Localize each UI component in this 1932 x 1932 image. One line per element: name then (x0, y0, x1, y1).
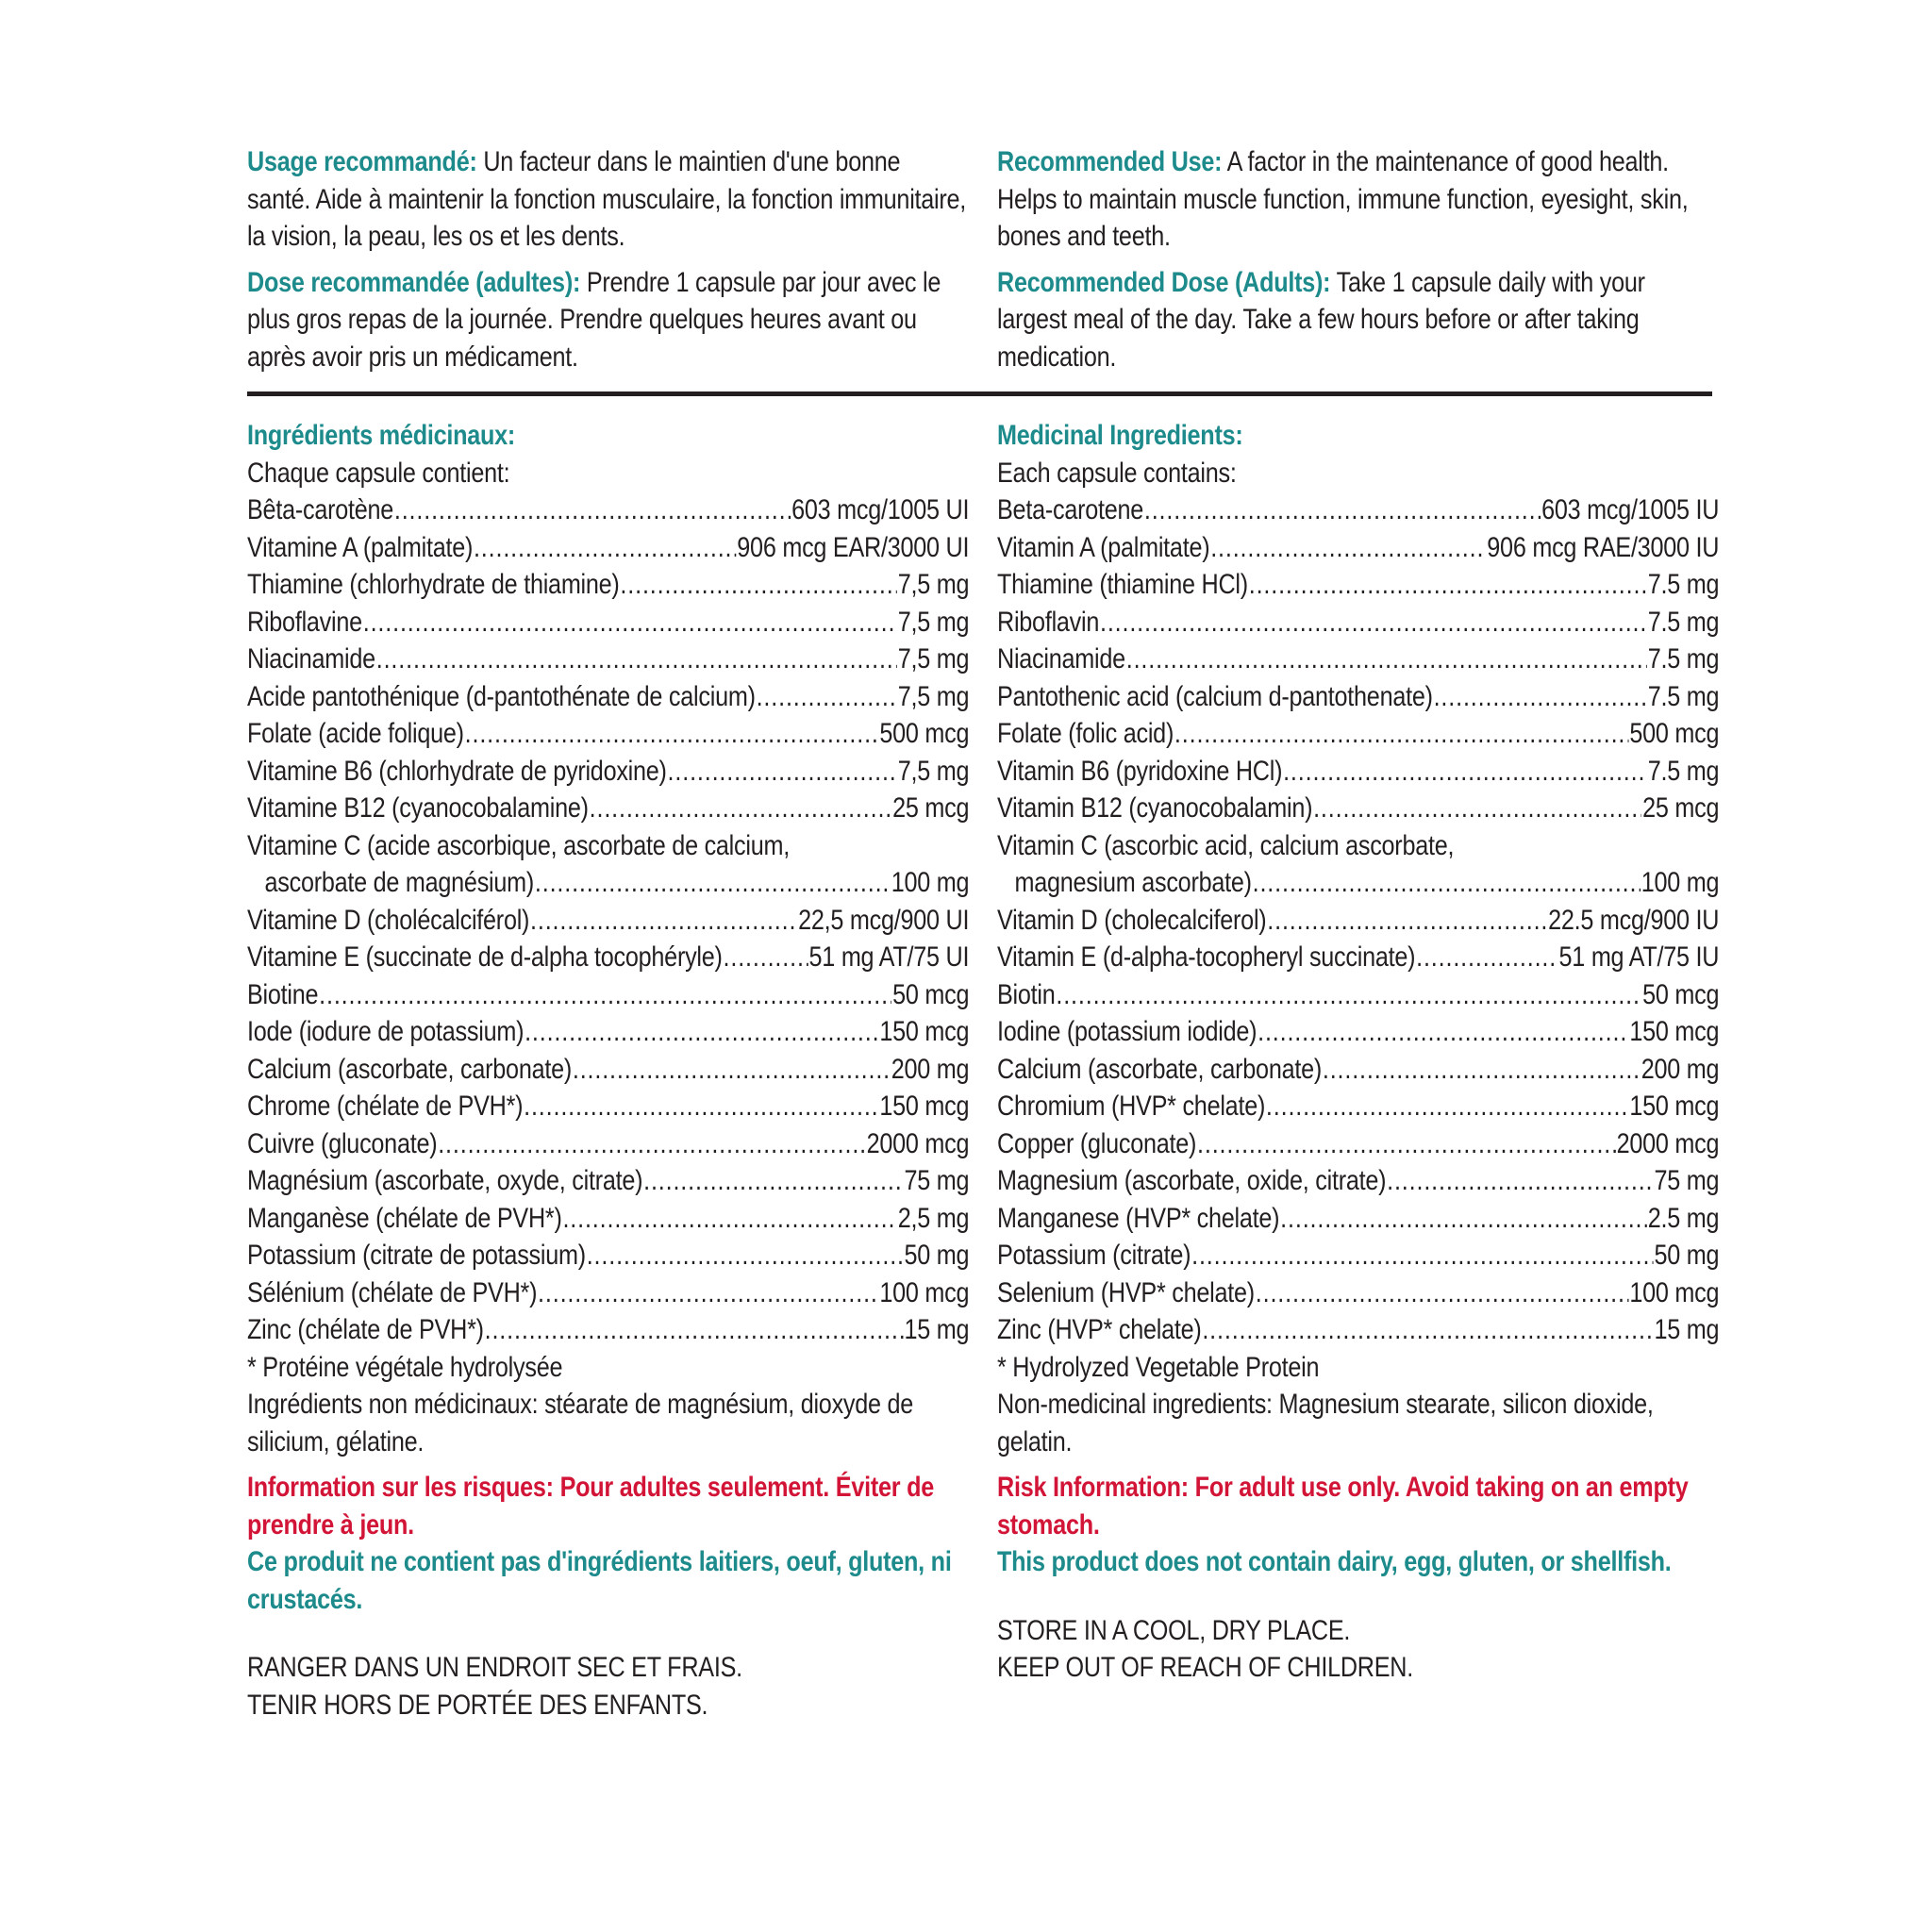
ingredient-amount: 15 mg (904, 1314, 970, 1345)
ingredient-row (247, 604, 969, 641)
en-storage: STORE IN A COOL, DRY PLACE. (997, 1614, 1351, 1646)
ingredient-row (997, 566, 1719, 604)
en-dose-text: Take 1 capsule daily with your largest meal of the day. Take a few hours before or after taking medication. (997, 266, 1645, 373)
ingredient-name: Zinc (HVP* chelate) (997, 1314, 1202, 1345)
ingredient-amount: 150 mcg (1629, 1091, 1720, 1122)
fr-recommended-dose (247, 264, 969, 376)
ingredient-amount: 50 mg (904, 1240, 970, 1271)
en-keep-out-of-reach: KEEP OUT OF REACH OF CHILDREN. (997, 1652, 1413, 1683)
ingredient-row (997, 753, 1719, 791)
leader-dots (1210, 529, 1486, 567)
ingredient-row (247, 1311, 969, 1349)
ingredient-amount: 200 mg (891, 1053, 970, 1085)
ingredient-name: Magnésium (ascorbate, oxyde, citrate) (247, 1165, 643, 1196)
leader-dots (1197, 1125, 1616, 1163)
leader-dots (1100, 604, 1647, 641)
ingredient-row (247, 678, 969, 716)
leader-dots (724, 939, 808, 976)
ingredient-name: Zinc (chélate de PVH*) (247, 1314, 484, 1345)
ingredient-name: magnesium ascorbate) (1014, 867, 1252, 898)
leader-dots (1202, 1311, 1653, 1349)
ingredient-amount: 150 mcg (879, 1091, 970, 1122)
ingredient-amount: 500 mcg (1629, 718, 1720, 749)
ingredient-name: Vitamine E (succinate de d-alpha tocophéryle) (247, 941, 723, 973)
ingredient-amount: 100 mg (891, 867, 970, 898)
ingredient-name: Potassium (citrate de potassium) (247, 1240, 586, 1271)
ingredient-amount: 25 mcg (892, 792, 970, 824)
ingredient-name: Bêta-carotène (247, 494, 394, 525)
ingredient-row (247, 1013, 969, 1051)
ingredient-amount: 50 mcg (1642, 978, 1720, 1010)
fr-footnote: * Protéine végétale hydrolysée (247, 1351, 563, 1383)
fr-allergen-statement: Ce produit ne contient pas d'ingrédients laitiers, oeuf, gluten, ni crustacés. (247, 1546, 952, 1615)
ingredient-amount: 603 mcg/1005 IU (1541, 494, 1720, 525)
ingredient-row (247, 1237, 969, 1274)
en-vitc-line1: Vitamin C (ascorbic acid, calcium ascorbate, (997, 829, 1455, 861)
en-usage-text: A factor in the maintenance of good health. Helps to maintain muscle function, immune function, eyesight, skin, bones and teeth. (997, 146, 1689, 252)
ingredient-amount: 200 mg (1641, 1053, 1720, 1085)
ingredient-amount: 150 mcg (1629, 1016, 1720, 1047)
ingredient-row (247, 1051, 969, 1089)
fr-each-capsule: Chaque capsule contient: (247, 457, 510, 489)
ingredient-row (247, 939, 969, 976)
ingredient-amount: 7,5 mg (897, 606, 970, 638)
ingredient-name: Vitamin D (cholecalciferol) (997, 904, 1267, 936)
section-divider (247, 391, 1712, 396)
en-non-medicinal: Non-medicinal ingredients: Magnesium stearate, silicon dioxide, gelatin. (997, 1389, 1654, 1457)
ingredient-row (247, 1088, 969, 1125)
ingredient-row (997, 790, 1719, 827)
ingredient-name: Thiamine (chlorhydrate de thiamine) (247, 569, 620, 600)
leader-dots (465, 715, 879, 753)
ingredient-name: ascorbate de magnésium) (264, 867, 535, 898)
ingredient-row (247, 566, 969, 604)
en-recommended-use (997, 143, 1719, 256)
ingredient-name: Selenium (HVP* chelate) (997, 1276, 1255, 1308)
ingredient-name: Cuivre (gluconate) (247, 1127, 438, 1159)
ingredient-amount: 2000 mcg (866, 1127, 970, 1159)
ingredient-row (997, 976, 1719, 1014)
ingredient-name: Vitamine B12 (cyanocobalamine) (247, 792, 589, 824)
ingredient-name: Manganese (HVP* chelate) (997, 1202, 1280, 1234)
ingredient-row (997, 1311, 1719, 1349)
ingredient-amount: 15 mg (1654, 1314, 1720, 1345)
leader-dots (474, 529, 736, 567)
english-directions (997, 143, 1719, 375)
leader-dots (1257, 1013, 1628, 1051)
leader-dots (562, 1200, 896, 1238)
ingredient-amount: 51 mg AT/75 IU (1558, 941, 1720, 973)
ingredient-amount: 7.5 mg (1647, 606, 1720, 638)
ingredient-row (247, 753, 969, 791)
ingredient-row (997, 1051, 1719, 1089)
leader-dots (757, 678, 897, 716)
ingredient-amount: 75 mg (1654, 1165, 1720, 1196)
ingredient-amount: 2.5 mg (1647, 1202, 1720, 1234)
french-ingredients-section (247, 417, 969, 1724)
ingredient-row (997, 864, 1719, 902)
ingredient-amount: 7.5 mg (1647, 680, 1720, 712)
leader-dots (620, 566, 896, 604)
en-recommended-dose (997, 264, 1719, 376)
leader-dots (1313, 790, 1641, 827)
leader-dots (1126, 641, 1647, 678)
ingredient-amount: 75 mg (904, 1165, 970, 1196)
ingredient-name: Calcium (ascorbate, carbonate) (997, 1053, 1323, 1085)
fr-recommended-use (247, 143, 969, 256)
ingredient-amount: 2000 mcg (1616, 1127, 1720, 1159)
fr-keep-out-of-reach: TENIR HORS DE PORTÉE DES ENFANTS. (247, 1689, 708, 1721)
ingredient-name: Pantothenic acid (calcium d-pantothenate) (997, 680, 1433, 712)
ingredient-name: Niacinamide (997, 643, 1125, 675)
ingredient-name: Calcium (ascorbate, carbonate) (247, 1053, 573, 1085)
fr-storage: RANGER DANS UN ENDROIT SEC ET FRAIS. (247, 1652, 742, 1683)
ingredient-row (997, 1237, 1719, 1274)
ingredient-amount: 7.5 mg (1647, 569, 1720, 600)
ingredient-amount: 7,5 mg (897, 643, 970, 675)
ingredient-name: Folate (acide folique) (247, 718, 464, 749)
ingredient-row (247, 1162, 969, 1200)
leader-dots (1283, 753, 1647, 791)
ingredient-name: Niacinamide (247, 643, 375, 675)
ingredient-row (997, 1162, 1719, 1200)
fr-dose-text: Prendre 1 capsule par jour avec le plus gros repas de la journée. Prendre quelques heures avant ou après avoir pris un médicament. (247, 266, 941, 373)
ingredient-amount: 150 mcg (879, 1016, 970, 1047)
leader-dots (319, 976, 891, 1014)
en-dose-label: Recommended Dose (Adults): (997, 266, 1331, 298)
ingredient-name: Vitamine B6 (chlorhydrate de pyridoxine) (247, 755, 667, 787)
english-ingredients-section (997, 417, 1719, 1687)
ingredient-row (247, 641, 969, 678)
en-usage-label: Recommended Use: (997, 146, 1223, 177)
ingredient-name: Manganèse (chélate de PVH*) (247, 1202, 562, 1234)
ingredient-row (997, 1088, 1719, 1125)
leader-dots (1253, 864, 1641, 902)
ingredient-amount: 100 mcg (879, 1276, 970, 1308)
ingredient-amount: 7,5 mg (897, 680, 970, 712)
leader-dots (438, 1125, 866, 1163)
ingredient-name: Beta-carotene (997, 494, 1144, 525)
ingredient-name: Vitamin B6 (pyridoxine HCl) (997, 755, 1283, 787)
leader-dots (538, 1274, 878, 1312)
leader-dots (1280, 1200, 1647, 1238)
ingredient-row (247, 864, 969, 902)
leader-dots (1144, 491, 1541, 529)
ingredient-amount: 51 mg AT/75 UI (808, 941, 970, 973)
ingredient-name: Riboflavine (247, 606, 362, 638)
leader-dots (1256, 1274, 1629, 1312)
fr-ingredients-heading: Ingrédients médicinaux: (247, 420, 516, 451)
ingredient-row (997, 902, 1719, 940)
en-ingredient-list-2 (997, 902, 1719, 1349)
ingredient-row (247, 715, 969, 753)
ingredient-row (997, 1200, 1719, 1238)
leader-dots (525, 1013, 878, 1051)
leader-dots (1323, 1051, 1641, 1089)
ingredient-name: Acide pantothénique (d-pantothénate de calcium) (247, 680, 756, 712)
ingredient-row (247, 790, 969, 827)
leader-dots (1191, 1237, 1653, 1274)
leader-dots (1056, 976, 1641, 1014)
fr-usage-label: Usage recommandé: (247, 146, 477, 177)
french-directions (247, 143, 969, 375)
ingredient-row (997, 529, 1719, 567)
ingredient-amount: 2,5 mg (897, 1202, 970, 1234)
ingredient-row (247, 529, 969, 567)
ingredient-amount: 100 mcg (1629, 1276, 1720, 1308)
ingredient-row (997, 1274, 1719, 1312)
ingredient-row (247, 1200, 969, 1238)
leader-dots (1174, 715, 1629, 753)
ingredient-row (247, 1125, 969, 1163)
en-each-capsule: Each capsule contains: (997, 457, 1237, 489)
fr-non-medicinal: Ingrédients non médicinaux: stéarate de magnésium, dioxyde de silicium, gélatine. (247, 1389, 914, 1457)
ingredient-amount: 50 mcg (892, 978, 970, 1010)
ingredient-row (997, 641, 1719, 678)
ingredient-name: Biotine (247, 978, 319, 1010)
ingredient-amount: 906 mcg RAE/3000 IU (1487, 531, 1720, 563)
ingredient-name: Magnesium (ascorbate, oxide, citrate) (997, 1165, 1387, 1196)
ingredient-name: Vitamine D (cholécalciférol) (247, 904, 530, 936)
ingredient-row (247, 1274, 969, 1312)
ingredient-name: Vitamin E (d-alpha-tocopheryl succinate) (997, 941, 1416, 973)
leader-dots (530, 902, 797, 940)
leader-dots (485, 1311, 904, 1349)
leader-dots (590, 790, 892, 827)
leader-dots (1267, 902, 1547, 940)
leader-dots (1434, 678, 1647, 716)
ingredient-amount: 7.5 mg (1647, 755, 1720, 787)
ingredient-name: Iodine (potassium iodide) (997, 1016, 1257, 1047)
ingredient-name: Folate (folic acid) (997, 718, 1174, 749)
ingredient-amount: 22.5 mcg/900 IU (1548, 904, 1720, 936)
fr-ingredient-list-2 (247, 902, 969, 1349)
en-risk-information: Risk Information: For adult use only. Avoid taking on an empty stomach. (997, 1472, 1689, 1541)
ingredient-name: Potassium (citrate) (997, 1240, 1191, 1271)
leader-dots (524, 1088, 878, 1125)
en-ingredient-list (997, 491, 1719, 827)
ingredient-row (997, 715, 1719, 753)
leader-dots (535, 864, 891, 902)
ingredient-amount: 7,5 mg (897, 569, 970, 600)
fr-ingredient-list (247, 491, 969, 827)
ingredient-name: Iode (iodure de potassium) (247, 1016, 525, 1047)
ingredient-name: Copper (gluconate) (997, 1127, 1197, 1159)
leader-dots (643, 1162, 904, 1200)
ingredient-row (997, 1125, 1719, 1163)
ingredient-row (247, 902, 969, 940)
ingredient-row (997, 678, 1719, 716)
ingredient-amount: 100 mg (1641, 867, 1720, 898)
ingredient-amount: 906 mcg EAR/3000 UI (737, 531, 970, 563)
leader-dots (1416, 939, 1558, 976)
ingredient-name: Vitamine A (palmitate) (247, 531, 474, 563)
ingredient-amount: 50 mg (1654, 1240, 1720, 1271)
ingredient-amount: 500 mcg (879, 718, 970, 749)
en-footnote: * Hydrolyzed Vegetable Protein (997, 1351, 1320, 1383)
ingredient-name: Vitamin B12 (cyanocobalamin) (997, 792, 1313, 824)
leader-dots (1249, 566, 1647, 604)
ingredient-name: Chrome (chélate de PVH*) (247, 1091, 524, 1122)
ingredient-row (247, 976, 969, 1014)
ingredient-amount: 22,5 mcg/900 UI (798, 904, 970, 936)
leader-dots (394, 491, 791, 529)
ingredient-name: Vitamin A (palmitate) (997, 531, 1210, 563)
ingredient-row (997, 939, 1719, 976)
fr-risk-information: Information sur les risques: Pour adultes seulement. Éviter de prendre à jeun. (247, 1472, 934, 1541)
ingredient-row (997, 604, 1719, 641)
fr-usage-text: Un facteur dans le maintien d'une bonne santé. Aide à maintenir la fonction musculaire, la fonction immunitaire, la vision, la peau, les os et les dents. (247, 146, 967, 252)
ingredient-amount: 603 mcg/1005 UI (791, 494, 970, 525)
en-allergen-statement: This product does not contain dairy, egg, gluten, or shellfish. (997, 1546, 1672, 1577)
leader-dots (573, 1051, 891, 1089)
leader-dots (668, 753, 897, 791)
ingredient-name: Chromium (HVP* chelate) (997, 1091, 1266, 1122)
ingredient-name: Riboflavin (997, 606, 1100, 638)
ingredient-amount: 7,5 mg (897, 755, 970, 787)
leader-dots (587, 1237, 904, 1274)
leader-dots (1387, 1162, 1654, 1200)
leader-dots (376, 641, 897, 678)
en-ingredients-heading: Medicinal Ingredients: (997, 420, 1243, 451)
ingredient-amount: 25 mcg (1642, 792, 1720, 824)
fr-dose-label: Dose recommandée (adultes): (247, 266, 581, 298)
ingredient-name: Thiamine (thiamine HCl) (997, 569, 1248, 600)
ingredient-name: Sélénium (chélate de PVH*) (247, 1276, 538, 1308)
ingredient-amount: 7.5 mg (1647, 643, 1720, 675)
leader-dots (1266, 1088, 1629, 1125)
ingredient-name: Biotin (997, 978, 1056, 1010)
ingredient-row (997, 1013, 1719, 1051)
fr-vitc-line1: Vitamine C (acide ascorbique, ascorbate de calcium, (247, 829, 790, 861)
leader-dots (363, 604, 897, 641)
ingredient-row (997, 491, 1719, 529)
ingredient-row (247, 491, 969, 529)
